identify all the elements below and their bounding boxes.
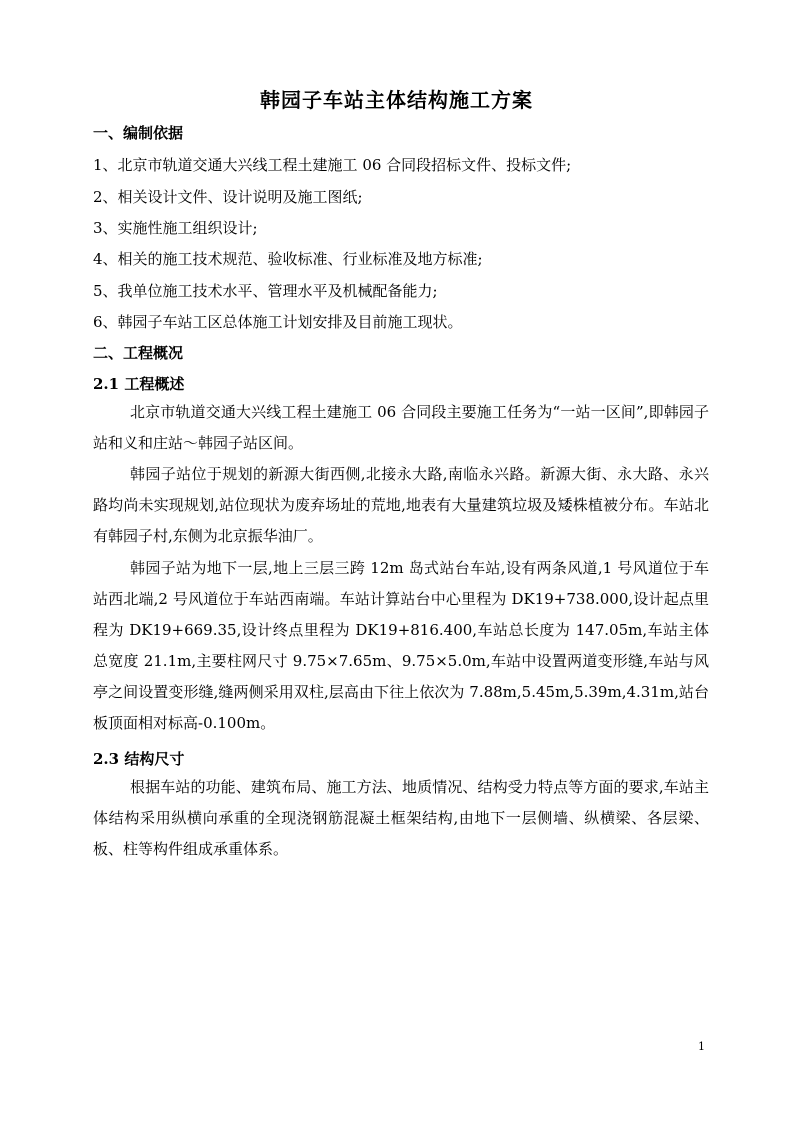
- paragraph-structure-params: 韩园子站为地下一层,地上三层三跨 12m 岛式站台车站,设有两条风道,1 号风道位于车站西北端,2 号风道位于车站西南端。车站计算站台中心里程为 DK19+738.000,设计起点里程为 DK19+669.35,设计终点里程为 DK19+816.400,车站总长度为 147.05m,车站主体总宽度 21.1m,主要柱网尺寸 9.75×7.65m、9.75×5.0m,车站中设置两道变形缝,车站与风亭之间设置变形缝,缝两侧采用双柱,层高由下往上依次为 7.88m,5.45m,5.39m,4.31m,站台板顶面相对标高-0.100m。: [93, 559, 709, 732]
- page-number: 1: [698, 1040, 705, 1053]
- section-heading-overview: 二、工程概况: [93, 344, 184, 362]
- paragraph-structure-system: 根据车站的功能、建筑布局、施工方法、地质情况、结构受力特点等方面的要求,车站主体结构采用纵横向承重的全现浇钢筋混凝土框架结构,由地下一层侧墙、纵横梁、各层梁、板、柱等构件组成承重体系。: [93, 778, 709, 858]
- paragraph-scope: 北京市轨道交通大兴线工程土建施工 06 合同段主要施工任务为“一站一区间”,即韩园子站和义和庄站～韩园子站区间。: [93, 403, 709, 452]
- list-item: 2、相关设计文件、设计说明及施工图纸;: [93, 188, 363, 206]
- subsection-heading-summary: 2.1 工程概述: [93, 375, 185, 393]
- page-title: 韩园子车站主体结构施工方案: [260, 88, 533, 112]
- list-item: 5、我单位施工技术水平、管理水平及机械配备能力;: [93, 282, 438, 300]
- list-item: 4、相关的施工技术规范、验收标准、行业标准及地方标准;: [93, 250, 483, 268]
- subsection-heading-dimensions: 2.3 结构尺寸: [93, 750, 185, 768]
- section-heading-basis: 一、编制依据: [93, 124, 184, 142]
- list-item: 6、韩园子车站工区总体施工计划安排及目前施工现状。: [93, 313, 463, 331]
- list-item: 3、实施性施工组织设计;: [93, 219, 258, 237]
- list-item: 1、北京市轨道交通大兴线工程土建施工 06 合同段招标文件、投标文件;: [93, 156, 572, 174]
- paragraph-location: 韩园子站位于规划的新源大街西侧,北接永大路,南临永兴路。新源大街、永大路、永兴路均尚未实现规划,站位现状为废弃场址的荒地,地表有大量建筑垃圾及矮株植被分布。车站北有韩园子村,东侧为北京振华油厂。: [93, 465, 709, 545]
